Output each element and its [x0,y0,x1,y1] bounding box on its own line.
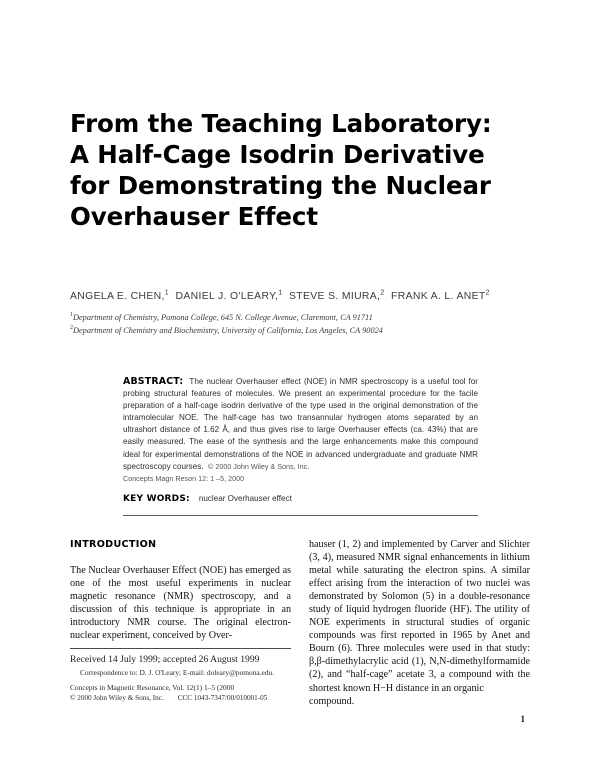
affiliation-1-text: Department of Chemistry, Pomona College, 645 N. College Avenue, Claremont, CA 91711 [73,312,373,322]
intro-paragraph-left: The Nuclear Overhauser Effect (NOE) has emerged as one of the most useful experiments in nuclear magnetic resonance (NMR) spectroscopy, and a discussion of this technique is appropriate in an introductory NMR course. The original electron-nuclear experiment, conceived by Over- [70,565,291,642]
affiliations [70,310,530,336]
footnote-received: Received 14 July 1999; accepted 26 August 1999 [70,654,260,665]
footnote-journal: Concepts in Magnetic Resonance, Vol. 12(1) 1–5 (2000 [70,682,235,692]
section-heading-introduction: INTRODUCTION [70,539,157,550]
keywords [123,494,478,504]
keywords-label: KEY WORDS: [123,494,190,504]
footnotes [70,653,291,703]
intro-paragraph-right-end: compound. [309,695,355,707]
footnote-correspondence: Correspondence to: D. J. O'Leary; E-mail: doleary@pomona.edu. [80,668,275,677]
intro-paragraph-right: hauser (1, 2) and implemented by Carver and Slichter (3, 4), measured NMR signal enhancements in lithium metal while saturating the electron spins. A similar effect arising from the interaction of two nuclei was demonstrated by Solomon (5) in a double-resonance study of liquid hydrogen fluoride (HF). The utility of NOE experiments in structural studies of organic compounds was first reported in 1965 by Anet and Bourn (6). Three molecules were used in that study: β,β-dimethylacrylic acid (1), N,N-dimethylformamide (2), and “half-cage” acetate 3, a compound with the shortest known H−H distance in an organic [309,539,530,694]
affiliation-1: $^1$Department of Chemistry, Pomona College, 645 N. College Avenue, Claremont, CA 91711 [70,312,373,322]
footnote-copyright-text: © 2000 John Wiley & Sons, Inc. [70,693,164,702]
keywords-value: nuclear Overhauser effect [198,494,292,503]
abstract [123,376,478,485]
page-number: 1 [520,714,525,724]
abstract-divider [123,515,478,516]
abstract-copyright: © 2000 John Wiley & Sons, Inc. [208,461,310,471]
column-left [70,538,291,642]
author-list-text: ANGELA E. CHEN,$^1$ DANIEL J. O'LEARY,$^1$ STEVE S. MIURA,$^2$ FRANK A. L. ANET$^2$ [70,290,490,303]
abstract-body [123,376,478,485]
abstract-citation: Concepts Magn Reson 12: 1 –5, 2000 [123,473,245,483]
author-list [70,290,530,302]
affiliation-2-text: Department of Chemistry and Biochemistry, University of California, Los Angeles, CA 90024 [73,325,383,335]
column-right [309,538,530,708]
affiliation-2: $^2$Department of Chemistry and Biochemistry, University of California, Los Angeles, CA 90024 [70,325,383,335]
footnote-ccc-code: CCC 1043-7347/00/010001-05 [177,693,268,702]
abstract-label: ABSTRACT: [123,376,184,387]
footnote-copyright [70,693,291,703]
abstract-text: The nuclear Overhauser effect (NOE) in NMR spectroscopy is a useful tool for probing structural features of molecules. We present an experimental procedure for the facile preparation of a half-cage isodrin derivative of the type used in the original demonstration of the intramolecular NOE. The half-cage has two transannular hydrogen atoms separated by an ultrashort distance of 1.62 Å, and thus gives rise to large Overhauser effects (ca. 43%) that are easily measured. The ease of the synthesis and the large enhancements make this compound ideal for experimental demonstrations of the NOE in advanced undergraduate and graduate NMR spectroscopy courses. [123,377,478,471]
footnote-divider [70,648,291,649]
page-title: From the Teaching Laboratory: A Half-Cage Isodrin Derivative for Demonstrating the Nuclear Overhauser Effect [70,109,492,232]
